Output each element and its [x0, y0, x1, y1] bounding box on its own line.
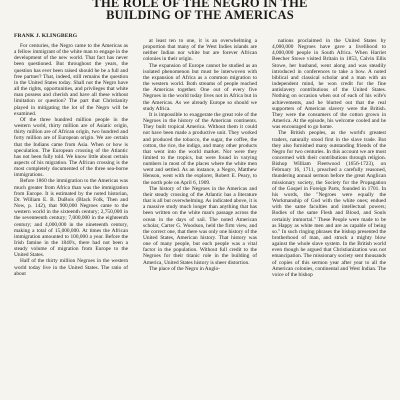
title-line-2: BUILDING OF THE AMERICAS [106, 8, 294, 22]
paragraph: The history of the Negroes in the Americas and their steady crossing of the Atlantic has a literature that is all but overwhelming. As indicated above, it is a massive study much longer than anything that has been written on the white man's passage across the ocean in the days of sail. The noted American scholar, Carter G. Woodson, held the firm view, and the correct one, that there was only one history of the United States, American history. That history was one of many people, but each people was a vital factor in the population. Without full credit to the Negroes for their titanic role in the building of America, United States history is sheer distortion. [143, 185, 257, 266]
paragraph: at least ten to one, it is an overwhelming a proportion that many of the West Indies islands are neither Indian nor white but are forever African colonies in their origin. [143, 38, 257, 63]
paragraph: The expansion of Europe cannot be studied as an isolated phenomenon but must be interwoven with the expansion of Africa as a common migration to the western world. Both streams of people reached the Americas together. One out of every five Negroes in the world today lives not in Africa but in the Americas. As we already Europe so should we study Africa. [143, 62, 257, 112]
text-column-3 [272, 38, 386, 400]
text-column-1 [14, 43, 128, 400]
article-author: FRANK J. KLINGBERG [14, 33, 78, 39]
paragraph: Of the three hundred million people in the western world, thirty million are of Asiatic origin, thirty million are of African origin, two hundred and forty million are of European origin. We are certain that the Indians came from Asia. When or how is speculation. The European crossing of the Atlantic has not been fully told. We know little about certain aspects of his migration. The African crossing is the most completely documented of the three sea-borne immigrations. [14, 116, 128, 179]
title-line-1: THE ROLE OF THE NEGRO IN THE [92, 0, 308, 10]
paragraph: The place of the Negro in Anglo- [149, 265, 220, 272]
paragraph: For centuries, the Negro came to the Americas as a fellow immigrant of the white man to engage in the development of the new world. That fact has never been questioned. But throughout the years, the question has ever been raised should he be a full and free partner? That, indeed, still remains the question in the United States today. Shall not the Negro have all the rights, opportunities, and privileges that white man possess and cherish and have all these without limitation or question? The part that Christianity played in mitigating the lot of the Negro will be examined. [14, 43, 128, 117]
paragraph: The British peoples, as the world's greatest traders, naturally stood first in the slave trade. But they also furnished many outstanding friends of the Negro for two centuries. In this account we are most concerned with their contributions through religion. Bishop William Fleetwood (1656-1723), on February 16, 1711, preached a carefully reasoned, thundering annual sermon before the great Anglican missionary society, the Society for the Propagation of the Gospel in Foreign Parts, founded in 1701. In his words, the "Negroes were equally the Workmanship of God with the white ones; endued with the same faculties and intellectual powers; Bodies of the same Flesh and Blood, and Souls certainly immortal." These People were made to be as Happy as white men and are as capable of being so." In such ringing phrases the bishop presented the brotherhood of man, and struck a mighty blow against the whole slave system. In the British world even though he argued that Christianization was not emancipation. The missionary society sent thousands of copies of this sermon year after year to all the American colonies, continental and West Indian. The voice of the bishop [272, 130, 386, 278]
article-title [0, 0, 400, 22]
paragraph: It is impossible to exaggerate the great role of the Negroes in the history of the American continents. They built tropical America. Without them it could not have been made a productive unit. They worked and produced the tobacco, the sugar, the coffee, the cotton, the rice, the indigo, and many other products that went into the world market. Nor were they limited to the tropics, but were found in varying numbers in most of the places where the white men went and settled. As an instance, a Negro, Matthew Henson, went with the explorer, Robert E. Peary, to the north pole on April 6, 1909. [143, 111, 257, 186]
text-column-2 [143, 38, 257, 400]
paragraph: nations proclaimed in the United States by 4,000,000 Negroes have gave a livelihood to 4,000,000 people in South Africa. When Harriet Beecher Stowe visited Britain in 1853, Calvin Ellis Stowe, her husband, went along and was steadily introduced in conferences to take a bow. A noted biblical and classical scholar and a man with an independent mind, he won credit for the fine antislavery contributions of the United States. Nothing on occasion when out of each of his wife's achievements, and he blurted out that the real supporters of American slavery were the British. They were the consumers of the cotton grown in America. At the episode, his welcome cooled and he was encouraged to go home. [272, 38, 386, 131]
paragraph: Before 1860 the immigration to the Americas was much greater from Africa than was the immigration from Europe. It is estimated by the noted historian, Dr. William E. B. DuBois (Black Folk, Then and Now, p. 142), that 900,000 Negroes came to the western world in the sixteenth century; 2,750,000 in the seventeenth century; 7,000,000 in the eighteenth century; and 4,000,000 in the nineteenth century, making a total of 15,000,000. At times the African immigration amounted to 100,000 a year. Before the Irish famine in the 1840's, there had not been a steady volume of migration from Europe to the United States. [14, 178, 128, 259]
paragraph: Half of the thirty million Negroes in the western world today live in the United States. The ratio of about [14, 258, 128, 277]
